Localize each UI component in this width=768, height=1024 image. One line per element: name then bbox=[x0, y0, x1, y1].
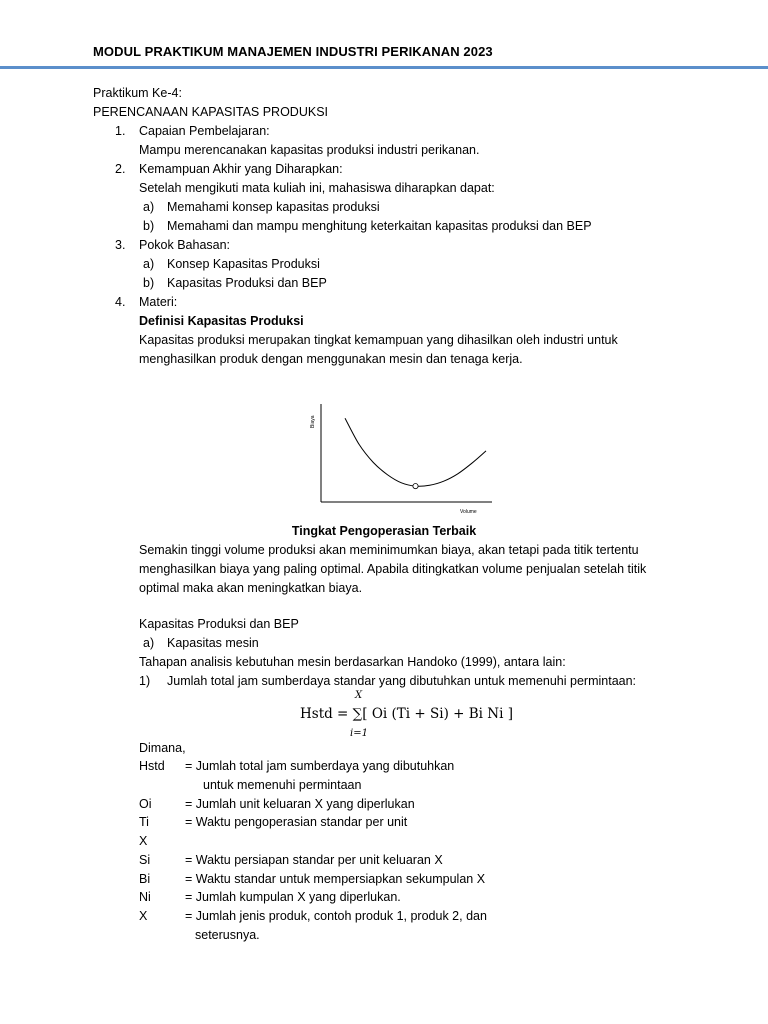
section-body-2: Setelah mengikuti mata kuliah ini, mahasiswa diharapkan dapat: bbox=[139, 181, 495, 195]
subsection-title: Definisi Kapasitas Produksi bbox=[139, 314, 304, 328]
list-marker: a) bbox=[143, 636, 155, 650]
formula-lower-limit: i=1 bbox=[350, 728, 368, 739]
section-title-4: Materi: bbox=[139, 295, 178, 309]
list-item: Kapasitas Produksi dan BEP bbox=[167, 276, 327, 290]
y-axis-label: Biaya bbox=[310, 415, 316, 428]
x-axis-label: Volume bbox=[460, 509, 477, 515]
section-number-2: 2. bbox=[115, 162, 126, 176]
paragraph-line: menghasilkan produk dengan menggunakan mesin dan tenaga kerja. bbox=[139, 352, 523, 366]
paragraph-line: optimal maka akan meningkatkan biaya. bbox=[139, 581, 363, 595]
optimum-point bbox=[413, 483, 418, 488]
formula-main: Hstd = ∑[ Oi (Ti + Si) + Bi Ni ] bbox=[300, 706, 513, 722]
section-number-4: 4. bbox=[115, 295, 126, 309]
definition-symbol: X bbox=[139, 834, 148, 848]
definition-symbol: X bbox=[139, 909, 148, 923]
definition-text: = Jumlah unit keluaran X yang diperlukan bbox=[185, 797, 415, 811]
definition-symbol: Hstd bbox=[139, 759, 165, 773]
definition-text: = Waktu pengoperasian standar per unit bbox=[185, 815, 408, 829]
list-marker: b) bbox=[143, 219, 155, 233]
paragraph-line: Kapasitas produksi merupakan tingkat kemampuan yang dihasilkan oleh industri untuk bbox=[139, 333, 618, 347]
document-header: MODUL PRAKTIKUM MANAJEMEN INDUSTRI PERIKANAN 2023 bbox=[93, 44, 493, 59]
list-item: Jumlah total jam sumberdaya standar yang dibutuhkan untuk memenuhi permintaan: bbox=[167, 674, 637, 688]
list-item: Memahami konsep kapasitas produksi bbox=[167, 200, 380, 214]
definition-symbol: Ni bbox=[139, 890, 151, 904]
list-marker: a) bbox=[143, 200, 155, 214]
definition-symbol: Si bbox=[139, 853, 151, 867]
formula-upper-limit: X bbox=[355, 690, 363, 701]
figure-caption: Tingkat Pengoperasian Terbaik bbox=[291, 524, 477, 538]
list-item: Konsep Kapasitas Produksi bbox=[167, 257, 320, 271]
definitions-intro: Dimana, bbox=[139, 741, 186, 755]
list-item: Memahami dan mampu menghitung keterkaitan kapasitas produksi dan BEP bbox=[167, 219, 592, 233]
definition-text: seterusnya. bbox=[195, 928, 260, 942]
definition-text: untuk memenuhi permintaan bbox=[203, 778, 362, 792]
definition-text: = Jumlah kumpulan X yang diperlukan. bbox=[185, 890, 401, 904]
section-number-3: 3. bbox=[115, 238, 126, 252]
definition-text: = Jumlah total jam sumberdaya yang dibutuhkan bbox=[185, 759, 455, 773]
definition-symbol: Ti bbox=[139, 815, 149, 829]
definition-text: = Waktu standar untuk mempersiapkan sekumpulan X bbox=[185, 872, 486, 886]
cost-curve-line bbox=[345, 418, 486, 486]
section-title-3: Pokok Bahasan: bbox=[139, 238, 231, 252]
paragraph-line: Tahapan analisis kebutuhan mesin berdasarkan Handoko (1999), antara lain: bbox=[139, 655, 566, 669]
cost-curve-chart bbox=[300, 398, 500, 520]
definition-symbol: Bi bbox=[139, 872, 151, 886]
list-marker: 1) bbox=[139, 674, 151, 688]
list-item: Kapasitas mesin bbox=[167, 636, 259, 650]
paragraph-line: Semakin tinggi volume produksi akan meminimumkan biaya, akan tetapi pada titik tertentu bbox=[139, 543, 639, 557]
practicum-title: PERENCANAAN KAPASITAS PRODUKSI bbox=[93, 105, 329, 119]
section-number-1: 1. bbox=[115, 124, 126, 138]
section-title-1: Capaian Pembelajaran: bbox=[139, 124, 270, 138]
definition-text: = Jumlah jenis produk, contoh produk 1, produk 2, dan bbox=[185, 909, 487, 923]
list-marker: a) bbox=[143, 257, 155, 271]
header-rule bbox=[0, 66, 768, 69]
practicum-number: Praktikum Ke-4: bbox=[93, 86, 182, 100]
section-body-1: Mampu merencanakan kapasitas produksi industri perikanan. bbox=[139, 143, 480, 157]
list-marker: b) bbox=[143, 276, 155, 290]
definition-text: = Waktu persiapan standar per unit keluaran X bbox=[185, 853, 443, 867]
section-title-2: Kemampuan Akhir yang Diharapkan: bbox=[139, 162, 343, 176]
definition-symbol: Oi bbox=[139, 797, 152, 811]
paragraph-line: menghasilkan biaya yang paling optimal. Apabila ditingkatkan volume penjualan setelah titik bbox=[139, 562, 647, 576]
bep-section-title: Kapasitas Produksi dan BEP bbox=[139, 617, 299, 631]
